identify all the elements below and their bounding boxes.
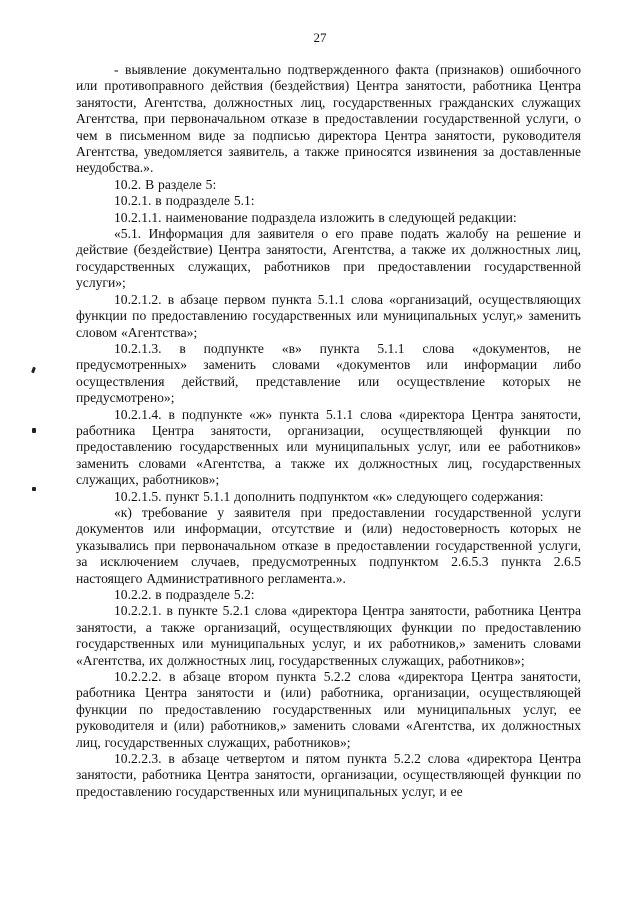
paragraph: 10.2.1.1. наименование подраздела изложить в следующей редакции: bbox=[114, 209, 517, 225]
paragraph: 10.2.1.2. в абзаце первом пункта 5.1.1 слова «организаций, осуществляющих функции по предоставлению государственных или муниципальных услуг,» заменить словом «Агентства»; bbox=[76, 291, 581, 340]
paragraph: 10.2.1. в подразделе 5.1: bbox=[114, 193, 255, 209]
paragraph: 10.2.1.3. в подпункте «в» пункта 5.1.1 слова «документов, не предусмотренных» заменить словами «документов или информации либо осуществления действий, представление или осуществление которых не предусмотрено»; bbox=[76, 340, 581, 406]
paragraph: 10.2. В разделе 5: bbox=[114, 176, 217, 192]
margin-mark bbox=[32, 487, 36, 491]
paragraph: 10.2.2. в подразделе 5.2: bbox=[114, 587, 255, 602]
paragraph: 10.2.1.5. пункт 5.1.1 дополнить подпунктом «к» следующего содержания: bbox=[114, 488, 544, 504]
margin-mark bbox=[32, 428, 36, 433]
document-body bbox=[76, 62, 581, 800]
paragraph: - выявление документально подтвержденного факта (признаков) ошибочного или противоправного действия (бездействия) Центра занятости, работника Центра занятости, Агентства, должностных лиц, государственных гражданских служащих Агентства, при первоначальном отказе в предоставлении государственной услуги, о чем в письменном виде за подписью директора Центра занятости, руководителя Агентства, уведомляется заявитель, а также приносятся извинения за доставленные неудобства.». bbox=[76, 62, 581, 176]
paragraph: 10.2.2.2. в абзаце втором пункта 5.2.2 слова «директора Центра занятости, работника Центра занятости и (или) работника, организации, осуществляющей функции по предоставлению государственных или муниципальных услуг, ее руководителя и (или) работников,» заменить словами «Агентства, их должностных лиц, государственных служащих, работников»; bbox=[76, 669, 581, 750]
paragraph: 10.2.2.3. в абзаце четвертом и пятом пункта 5.2.2 слова «директора Центра занятости, работника Центра занятости, организации, осуществляющей функции по предоставлению государственных или муниципальных услуг, и ее bbox=[76, 751, 581, 799]
paragraph: «к) требование у заявителя при предоставлении государственной услуги документов или информации, отсутствие и (или) недостоверность которых не указывались при первоначальном отказе в предоставлении государственной услуги, за исключением случаев, предусмотренных подпунктом 2.6.5.3 пункта 2.6.5 настоящего Административного регламента.». bbox=[76, 504, 581, 586]
paragraph: 10.2.1.4. в подпункте «ж» пункта 5.1.1 слова «директора Центра занятости, работника Центра занятости, организации, осуществляющей функции по предоставлению государственных или муниципальных услуг, или ее работников» заменить словами «Агентства, а также их должностных лиц, государственных служащих, работников»; bbox=[76, 406, 581, 488]
paragraph: «5.1. Информация для заявителя о его праве подать жалобу на решение и действие (бездействие) Центра занятости, Агентства, а также их должностных лиц, государственных служащих, работников при предоставлении государственной услуги»; bbox=[76, 226, 581, 291]
paragraph: 10.2.2.1. в пункте 5.2.1 слова «директора Центра занятости, работника Центра занятости, а также организаций, осуществляющих функции по предоставлению государственных или муниципальных услуг, и их работников,» заменить словами «Агентства, их должностных лиц, государственных служащих, работников»; bbox=[76, 603, 581, 668]
page-number: 27 bbox=[313, 30, 327, 45]
margin-mark bbox=[31, 367, 36, 374]
